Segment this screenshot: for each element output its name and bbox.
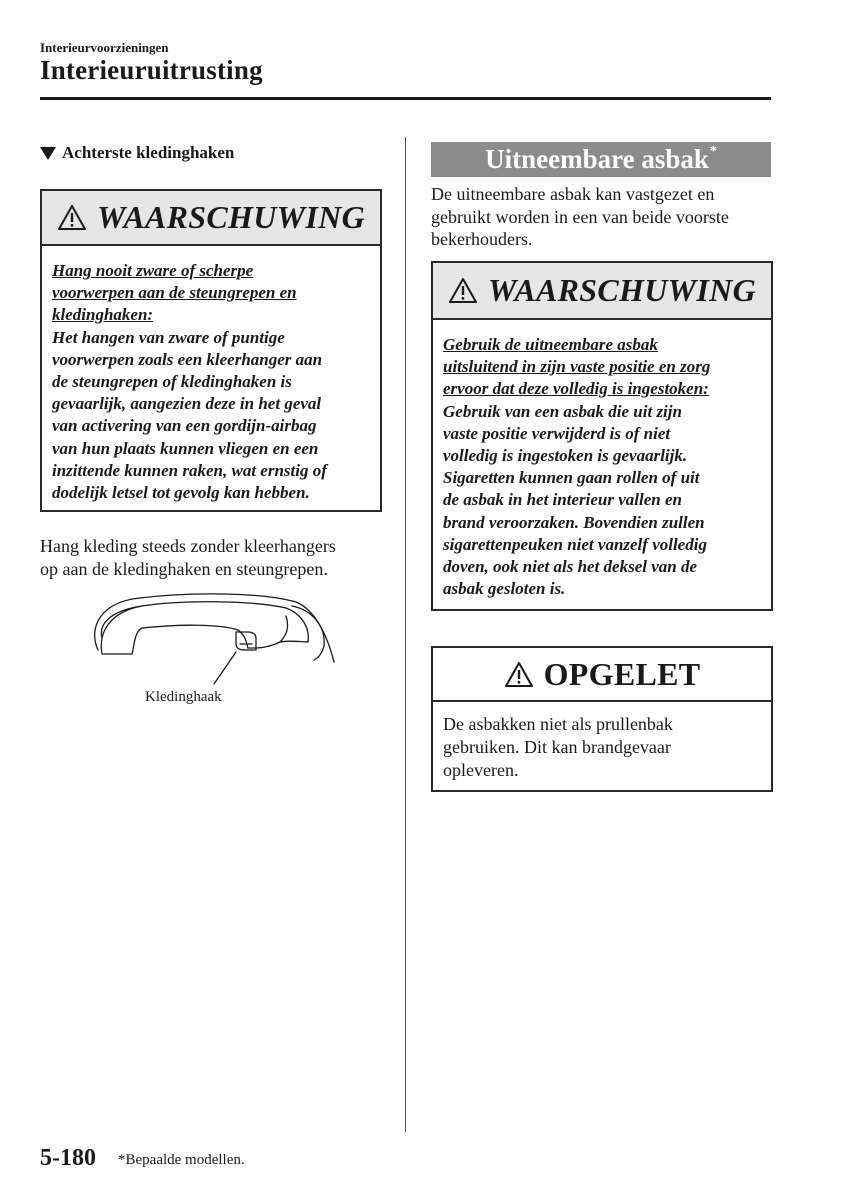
warning-triangle-icon <box>57 204 87 231</box>
section-label: Interieurvoorzieningen <box>40 40 169 55</box>
warning-body <box>42 246 380 504</box>
warning-body-line: inzittende kunnen raken, wat ernstig of <box>52 460 327 480</box>
warning-lead-line: Hang nooit zware of scherpe <box>52 261 254 280</box>
warning-body-line: asbak gesloten is. <box>443 579 566 599</box>
subheading-text: Achterste kledinghaken <box>62 143 235 162</box>
coat-hook-illustration <box>80 588 340 688</box>
warning-body-line: Sigaretten kunnen gaan rollen of uit <box>443 468 700 488</box>
warning-body-line: de asbak in het interieur vallen en <box>443 490 682 510</box>
paragraph-line: gebruikt worden in een van beide voorste <box>431 206 729 227</box>
header-rule <box>40 97 771 100</box>
intro-paragraph <box>431 183 771 251</box>
subheading <box>40 143 234 163</box>
illustration-caption: Kledinghaak <box>145 689 222 705</box>
caution-body-line: gebruiken. Dit kan brandgevaar <box>443 737 671 757</box>
paragraph-line: bekerhouders. <box>431 229 533 249</box>
paragraph-line: op aan de kledinghaken en steungrepen. <box>40 559 328 579</box>
body-paragraph <box>40 535 380 581</box>
warning-body-line: volledig is ingestoken is gevaarlijk. <box>443 446 688 466</box>
footnote-marker: * <box>709 143 717 159</box>
paragraph-line: Hang kleding steeds zonder kleerhangers <box>40 536 336 556</box>
warning-body-line: voorwerpen zoals een kleerhanger aan <box>52 349 323 369</box>
warning-lead-line: voorwerpen aan de steungrepen en <box>52 283 297 303</box>
warning-title: WAARSCHUWING <box>97 199 365 235</box>
warning-lead-line: uitsluitend in zijn vaste positie en zorg <box>443 357 711 377</box>
caution-header <box>433 648 771 702</box>
warning-box <box>40 189 382 512</box>
warning-header <box>433 263 771 320</box>
caution-box <box>431 646 773 792</box>
caution-title: OPGELET <box>543 655 701 692</box>
caution-body-line: opleveren. <box>443 760 519 780</box>
footnote: *Bepaalde modellen. <box>118 1152 245 1168</box>
warning-body-line: doven, ook niet als het deksel van de <box>443 557 698 577</box>
page-number: 5-180 <box>40 1145 96 1171</box>
warning-lead-line: ervoor dat deze volledig is ingestoken: <box>443 379 709 399</box>
warning-body-line: vaste positie verwijderd is of niet <box>443 423 671 443</box>
warning-body-line: Het hangen van zware of puntige <box>52 327 285 347</box>
warning-triangle-icon <box>504 661 534 688</box>
warning-title: WAARSCHUWING <box>488 272 756 308</box>
section-banner <box>431 142 771 177</box>
warning-header <box>42 191 380 246</box>
caution-body-line: De asbakken niet als prullenbak <box>443 714 673 734</box>
caution-body <box>433 702 771 782</box>
column-divider <box>405 137 406 1132</box>
warning-body-line: van hun plaats kunnen vliegen en een <box>52 438 319 458</box>
warning-body-line: Gebruik van een asbak die uit zijn <box>443 401 682 421</box>
paragraph-line: De uitneembare asbak kan vastgezet en <box>431 184 715 204</box>
chapter-title: Interieuruitrusting <box>40 55 263 85</box>
warning-body-line: brand veroorzaken. Bovendien zullen <box>443 512 705 532</box>
warning-body <box>433 320 771 600</box>
warning-body-line: sigarettenpeuken niet vanzelf volledig <box>443 534 707 554</box>
warning-lead-line: Gebruik de uitneembare asbak <box>443 335 658 354</box>
banner-title: Uitneembare asbak <box>485 144 709 174</box>
warning-body-line: gevaarlijk, aangezien deze in het geval <box>52 394 322 414</box>
warning-box <box>431 261 773 611</box>
warning-body-line: van activering van een gordijn-airbag <box>52 416 317 436</box>
warning-body-line: de steungrepen of kledinghaken is <box>52 372 292 392</box>
warning-body-line: dodelijk letsel tot gevolg kan hebben. <box>52 483 310 503</box>
warning-lead-line: kledinghaken: <box>52 305 154 325</box>
warning-triangle-icon <box>448 277 478 304</box>
down-triangle-icon <box>40 147 56 160</box>
